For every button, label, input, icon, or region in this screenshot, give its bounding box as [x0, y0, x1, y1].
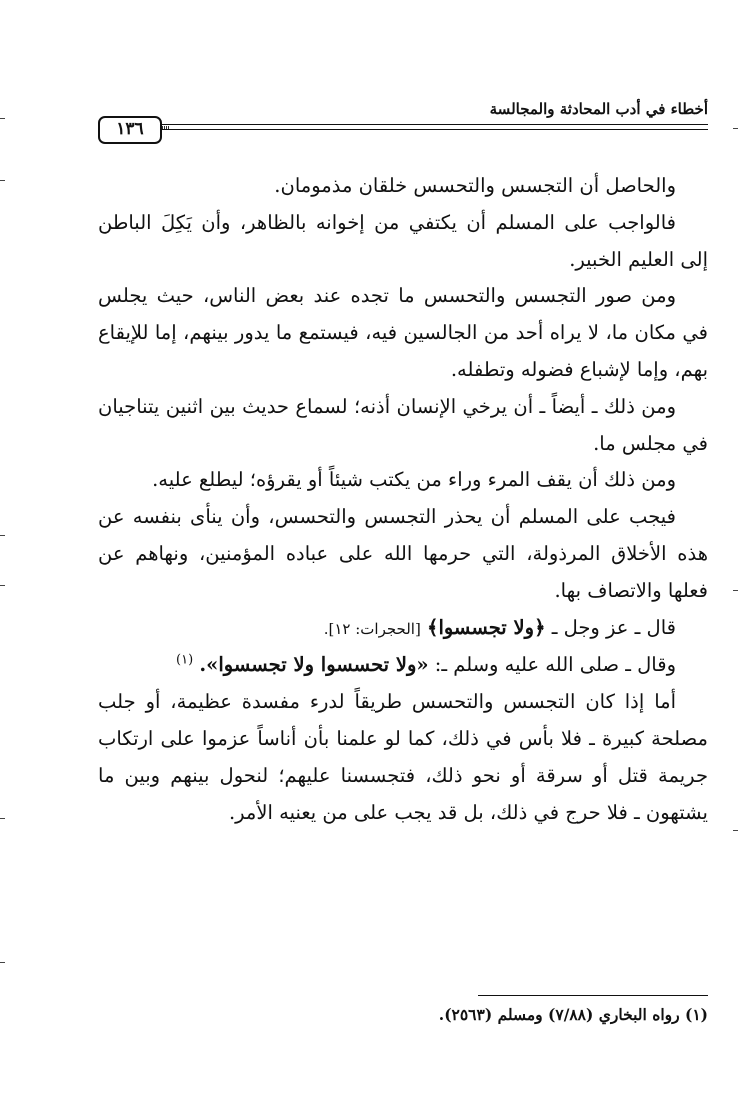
- scan-mark: [0, 585, 5, 586]
- running-header: [98, 100, 708, 140]
- footnote-marker: (١): [176, 652, 194, 668]
- body-text: [98, 168, 708, 831]
- scan-mark: [0, 535, 5, 536]
- hadith-text: «ولا تحسسوا ولا تجسسوا».: [199, 653, 429, 677]
- quran-verse: ﴿ولا تجسسوا﴾: [427, 615, 546, 639]
- paragraph: والحاصل أن التجسس والتحسس خلقان مذمومان.: [274, 174, 676, 197]
- header-rule: [98, 124, 708, 130]
- scan-mark: [0, 818, 5, 819]
- scan-mark: [733, 830, 738, 831]
- scan-mark: [0, 118, 5, 119]
- paragraph: ومن ذلك ـ أيضاً ـ أن يرخي الإنسان أذنه؛ لسماع حديث بين اثنين يتناجيان في مجلس ما.: [98, 394, 708, 455]
- page-number: ١٣٦: [98, 116, 162, 144]
- paragraph: أما إذا كان التجسس والتحسس طريقاً لدرء مفسدة عظيمة، أو جلب مصلحة كبيرة ـ فلا بأس في ذلك، كما لو علمنا بأن أناساً عزموا على ارتكاب جريمة قتل أو سرقة أو نحو ذلك، فتجسسنا عليهم؛ لنحول بينهم وبين ما يشتهون ـ فلا حرج في ذلك، بل قد يجب على من يعنيه الأمر.: [98, 690, 708, 824]
- header-title: أخطاء في أدب المحادثة والمجالسة: [489, 100, 708, 118]
- paragraph: ومن صور التجسس والتحسس ما تجده عند بعض الناس، حيث يجلس في مكان ما، لا يراه أحد من الجالسين فيه، فيستمع ما يدور بينهم، إما للإيقاع بهم، وإما لإشباع فضوله وتطفله.: [98, 284, 708, 381]
- hadith-quote-paragraph: [98, 647, 708, 684]
- footnote: (١) رواه البخاري (٧/٨٨) ومسلم (٢٥٦٣).: [438, 1005, 708, 1024]
- paragraph: ومن ذلك أن يقف المرء وراء من يكتب شيئاً أو يقرؤه؛ ليطلع عليه.: [152, 468, 676, 492]
- footnote-rule: [478, 995, 708, 996]
- quote-intro: وقال ـ صلى الله عليه وسلم ـ:: [434, 653, 676, 677]
- paragraph: فيجب على المسلم أن يحذر التجسس والتحسس، وأن ينأى بنفسه عن هذه الأخلاق المرذولة، التي حرمها الله على عباده المؤمنين، ونهاهم عن فعلها والاتصاف بها.: [98, 505, 708, 602]
- scan-mark: [0, 962, 5, 963]
- quran-quote-paragraph: [98, 610, 708, 648]
- verse-reference: [الحجرات: ١٢].: [323, 619, 421, 638]
- scan-mark: [0, 180, 5, 181]
- scan-mark: [733, 128, 738, 129]
- paragraph: فالواجب على المسلم أن يكتفي من إخوانه بالظاهر، وأن يَكِلَ الباطن إلى العليم الخبير.: [98, 210, 708, 271]
- quote-intro: قال ـ عز وجل ـ: [551, 615, 676, 639]
- scan-mark: [733, 590, 738, 591]
